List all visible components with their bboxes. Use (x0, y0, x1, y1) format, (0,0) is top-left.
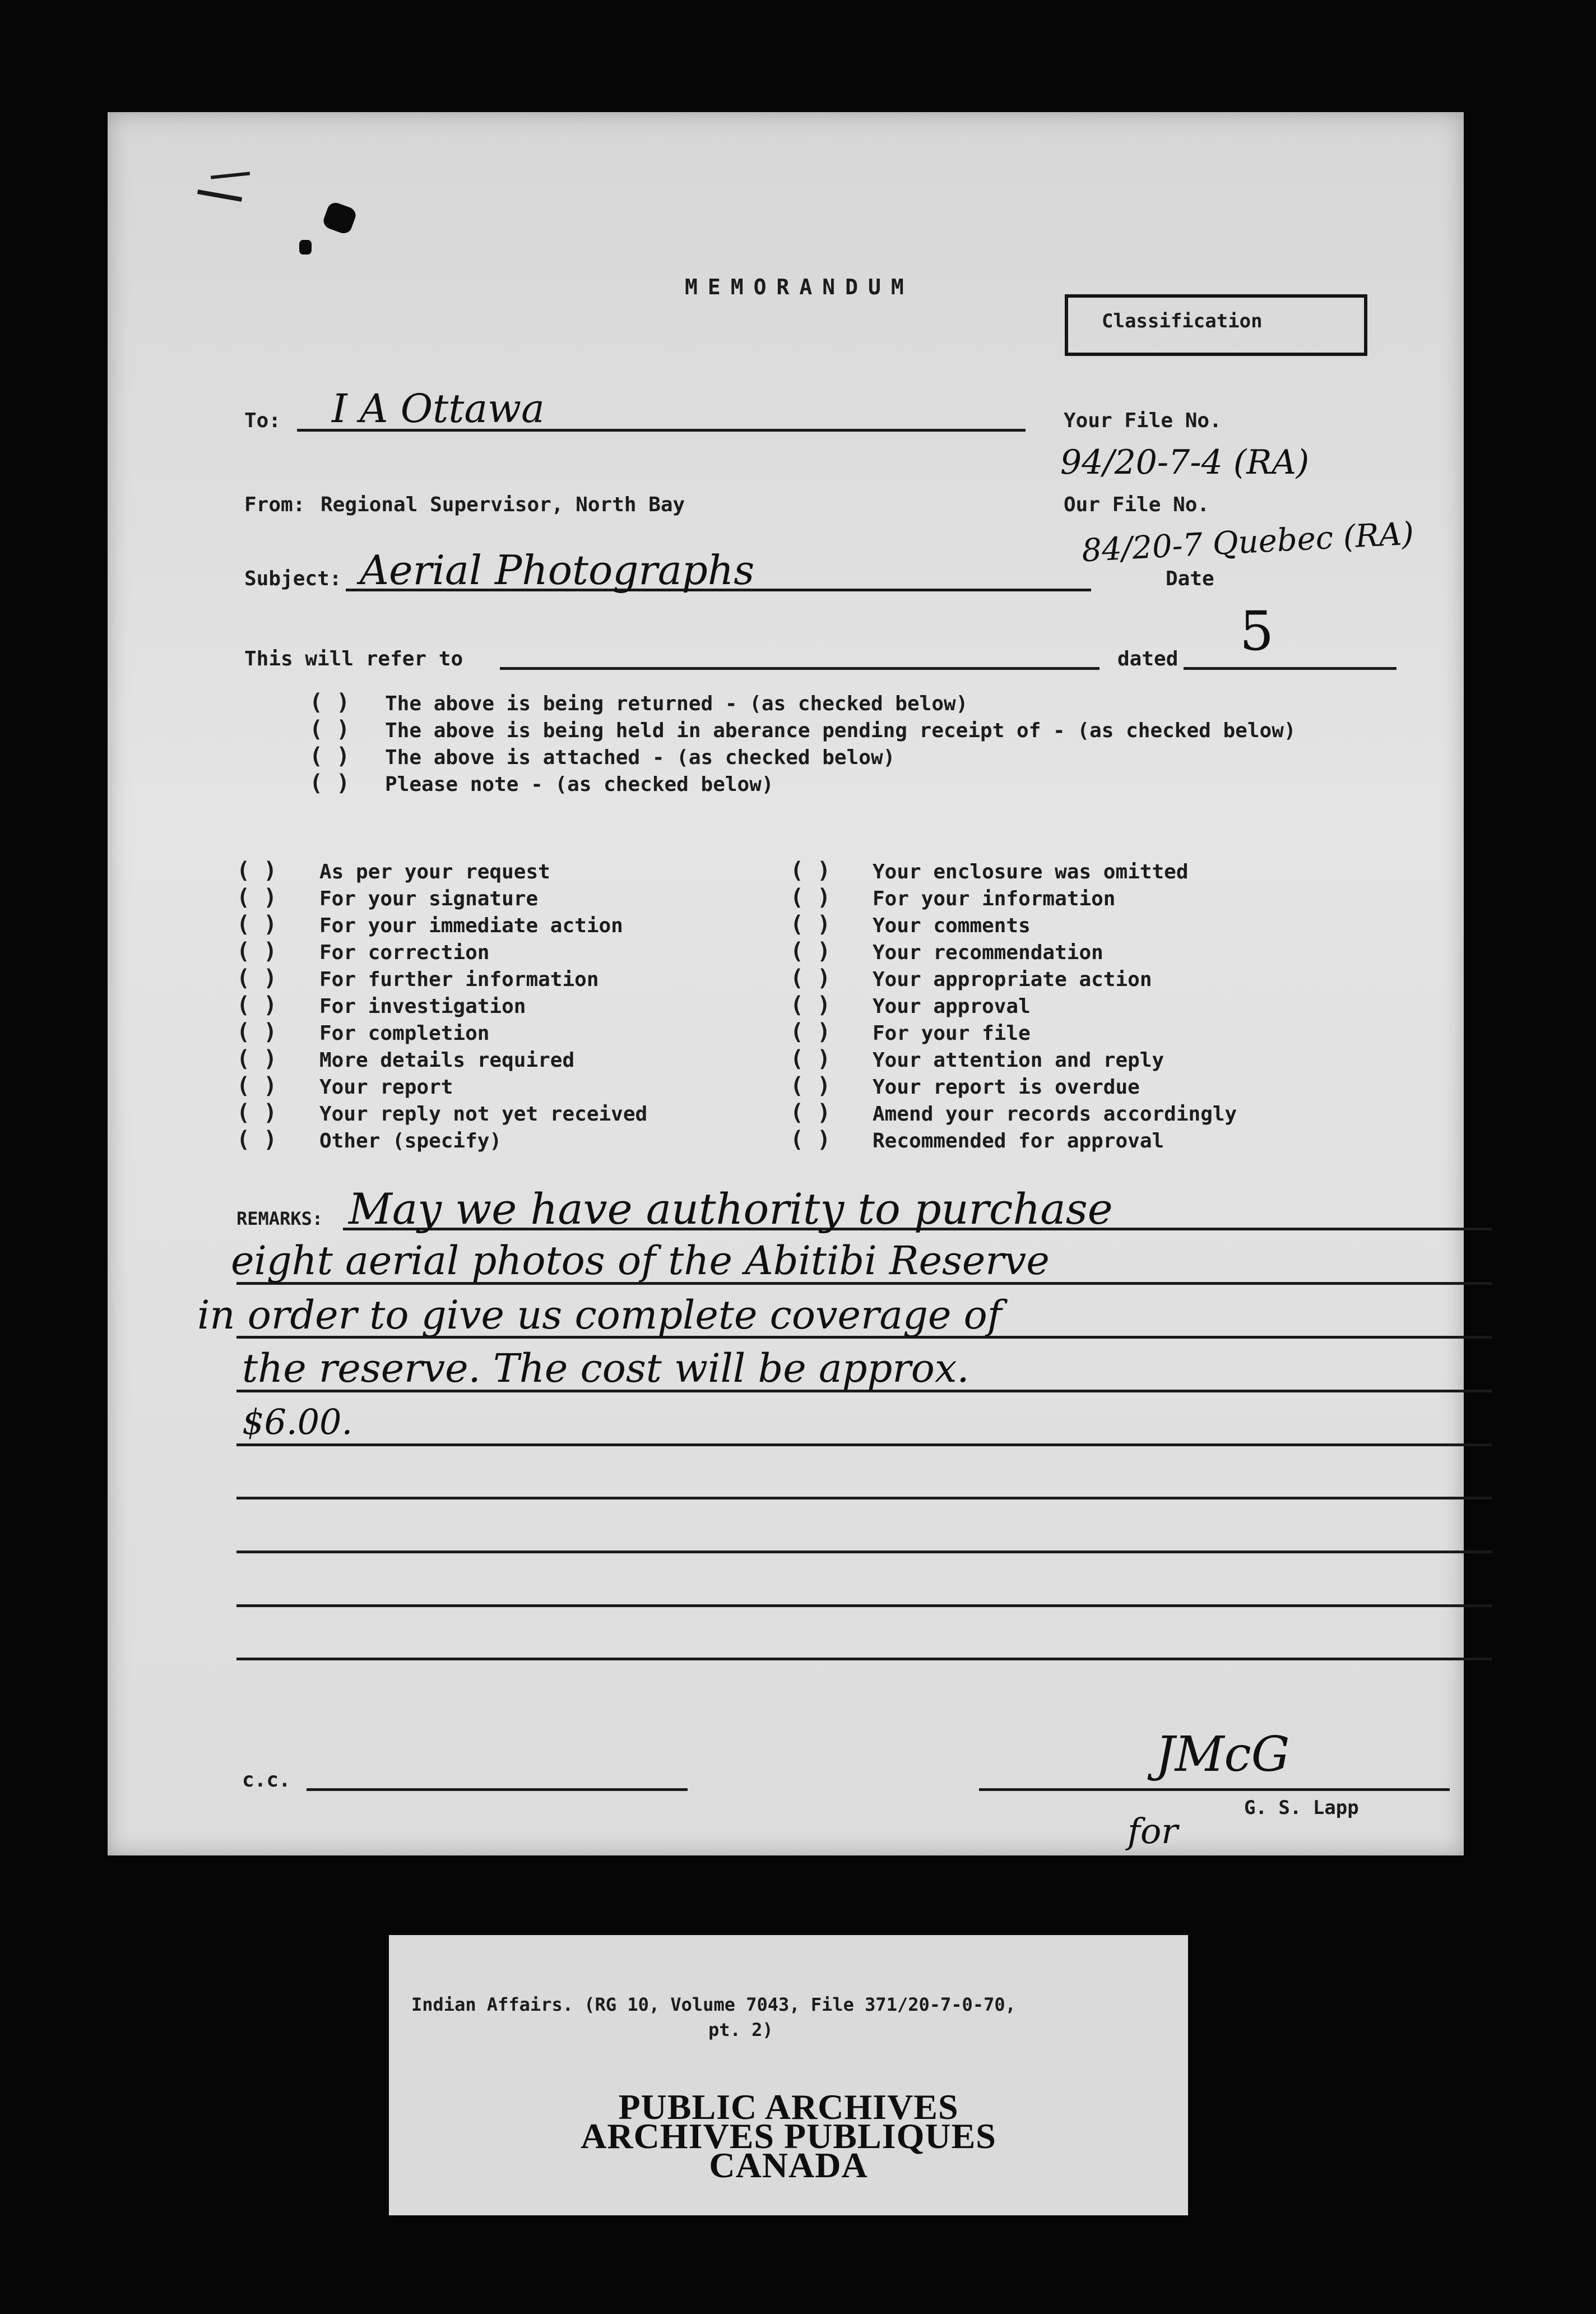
to-label: To: (244, 409, 281, 432)
remarks-label: REMARKS: (236, 1208, 323, 1229)
checkbox-bracket: ( ) (790, 858, 831, 883)
ink-blot (299, 240, 312, 254)
remarks-rule (236, 1658, 1492, 1660)
checklist-item: Your comments (873, 914, 1031, 937)
checkbox-bracket: ( ) (309, 716, 350, 742)
checklist-item: Your attention and reply (873, 1049, 1164, 1072)
checkbox-bracket: ( ) (236, 1073, 277, 1099)
checkbox-bracket: ( ) (236, 1100, 277, 1126)
checklist-item: For your information (873, 887, 1116, 910)
memo-document (108, 112, 1464, 1855)
refer-underline (500, 667, 1099, 670)
checklist-item: Your report is overdue (873, 1076, 1140, 1099)
checkbox-bracket: ( ) (309, 743, 350, 769)
checklist-item: Amend your records accordingly (873, 1103, 1237, 1126)
checkbox-bracket: ( ) (236, 938, 277, 964)
checkbox-bracket: ( ) (790, 1100, 831, 1126)
checkbox-bracket: ( ) (236, 965, 277, 991)
memo-title: MEMORANDUM (685, 275, 914, 299)
checklist-item: Recommended for approval (873, 1130, 1164, 1153)
checkbox-bracket: ( ) (790, 992, 831, 1018)
your-file-value: 94/20-7-4 (RA) (1060, 443, 1310, 482)
checkbox-bracket: ( ) (790, 938, 831, 964)
signature-line (979, 1788, 1450, 1791)
archive-citation-line1: Indian Affairs. (RG 10, Volume 7043, File 371/20-7-0-70, (411, 1994, 1016, 2015)
checklist-item: Your enclosure was omitted (873, 860, 1189, 883)
remarks-rule (236, 1551, 1492, 1553)
status-option: The above is attached - (as checked below) (385, 746, 896, 769)
checklist-item: Your reply not yet received (319, 1103, 648, 1126)
checklist-item: For your file (873, 1022, 1031, 1045)
archive-citation-line2: pt. 2) (708, 2019, 773, 2040)
dated-value: 5 (1240, 600, 1274, 663)
classification-label: Classification (1102, 310, 1263, 332)
checklist-item: For further information (319, 968, 599, 991)
checkbox-bracket: ( ) (236, 992, 277, 1018)
checklist-item: Your appropriate action (873, 968, 1152, 991)
checkbox-bracket: ( ) (790, 1073, 831, 1099)
signature-for: for (1128, 1811, 1178, 1852)
remarks-rule (236, 1443, 1492, 1446)
checklist-item: For investigation (319, 995, 526, 1018)
dated-label: dated (1117, 647, 1179, 670)
archive-stamp-line2: ARCHIVES PUBLIQUES (581, 2116, 996, 2156)
checkbox-bracket: ( ) (236, 911, 277, 937)
ink-blot (321, 201, 358, 236)
cc-underline (307, 1788, 688, 1791)
remarks-rule (236, 1497, 1492, 1500)
signatory-name: G. S. Lapp (1244, 1797, 1359, 1819)
to-value: I A Ottawa (332, 386, 545, 432)
checklist-item: For your signature (319, 887, 539, 910)
remarks-line: in order to give us complete coverage of (197, 1292, 1002, 1338)
remarks-line: the reserve. The cost will be approx. (242, 1345, 969, 1391)
remarks-line: eight aerial photos of the Abitibi Reserve (231, 1238, 1050, 1284)
checkbox-bracket: ( ) (236, 1019, 277, 1045)
remarks-line: $6.00. (242, 1401, 353, 1442)
checkbox-bracket: ( ) (236, 885, 277, 910)
checklist-item: For completion (319, 1022, 490, 1045)
checklist-item: Your report (319, 1076, 453, 1099)
checklist-item: For correction (319, 941, 490, 964)
checklist-item: As per your request (319, 860, 550, 883)
date-label: Date (1166, 567, 1214, 590)
checkbox-bracket: ( ) (790, 1127, 831, 1153)
status-option: Please note - (as checked below) (385, 773, 774, 796)
from-value: Regional Supervisor, North Bay (321, 493, 685, 516)
pen-mark (197, 189, 242, 202)
checkbox-bracket: ( ) (236, 1127, 277, 1153)
status-option: The above is being returned - (as checked below) (385, 692, 968, 715)
pen-mark (211, 172, 250, 179)
archive-stamp-line3: CANADA (709, 2145, 868, 2185)
archive-stamp-line1: PUBLIC ARCHIVES (618, 2087, 959, 2127)
status-option: The above is being held in aberance pending receipt of - (as checked below) (385, 719, 1296, 742)
checkbox-bracket: ( ) (236, 1046, 277, 1072)
signature-initials: JMcG (1156, 1727, 1290, 1783)
checklist-item: For your immediate action (319, 914, 623, 937)
checkbox-bracket: ( ) (236, 858, 277, 883)
checkbox-bracket: ( ) (790, 911, 831, 937)
cc-label: c.c. (242, 1769, 291, 1792)
remarks-rule (236, 1604, 1492, 1607)
checkbox-bracket: ( ) (790, 885, 831, 910)
checklist-item: Your approval (873, 995, 1031, 1018)
archive-label (389, 1935, 1188, 2215)
from-label: From: (244, 493, 305, 516)
your-file-label: Your File No. (1064, 409, 1222, 432)
refer-label: This will refer to (244, 647, 463, 670)
checkbox-bracket: ( ) (790, 1046, 831, 1072)
classification-box (1065, 294, 1367, 356)
our-file-label: Our File No. (1064, 493, 1210, 516)
checkbox-bracket: ( ) (790, 965, 831, 991)
our-file-value: 84/20-7 Quebec (RA) (1080, 515, 1415, 570)
checkbox-bracket: ( ) (790, 1019, 831, 1045)
checkbox-bracket: ( ) (309, 689, 350, 715)
checklist-item: Your recommendation (873, 941, 1103, 964)
remarks-line: May we have authority to purchase (349, 1184, 1113, 1234)
dated-underline (1184, 667, 1396, 670)
subject-label: Subject: (244, 567, 342, 590)
checklist-item: Other (specify) (319, 1130, 502, 1153)
checkbox-bracket: ( ) (309, 770, 350, 796)
checklist-item: More details required (319, 1049, 575, 1072)
subject-value: Aerial Photographs (360, 547, 755, 594)
